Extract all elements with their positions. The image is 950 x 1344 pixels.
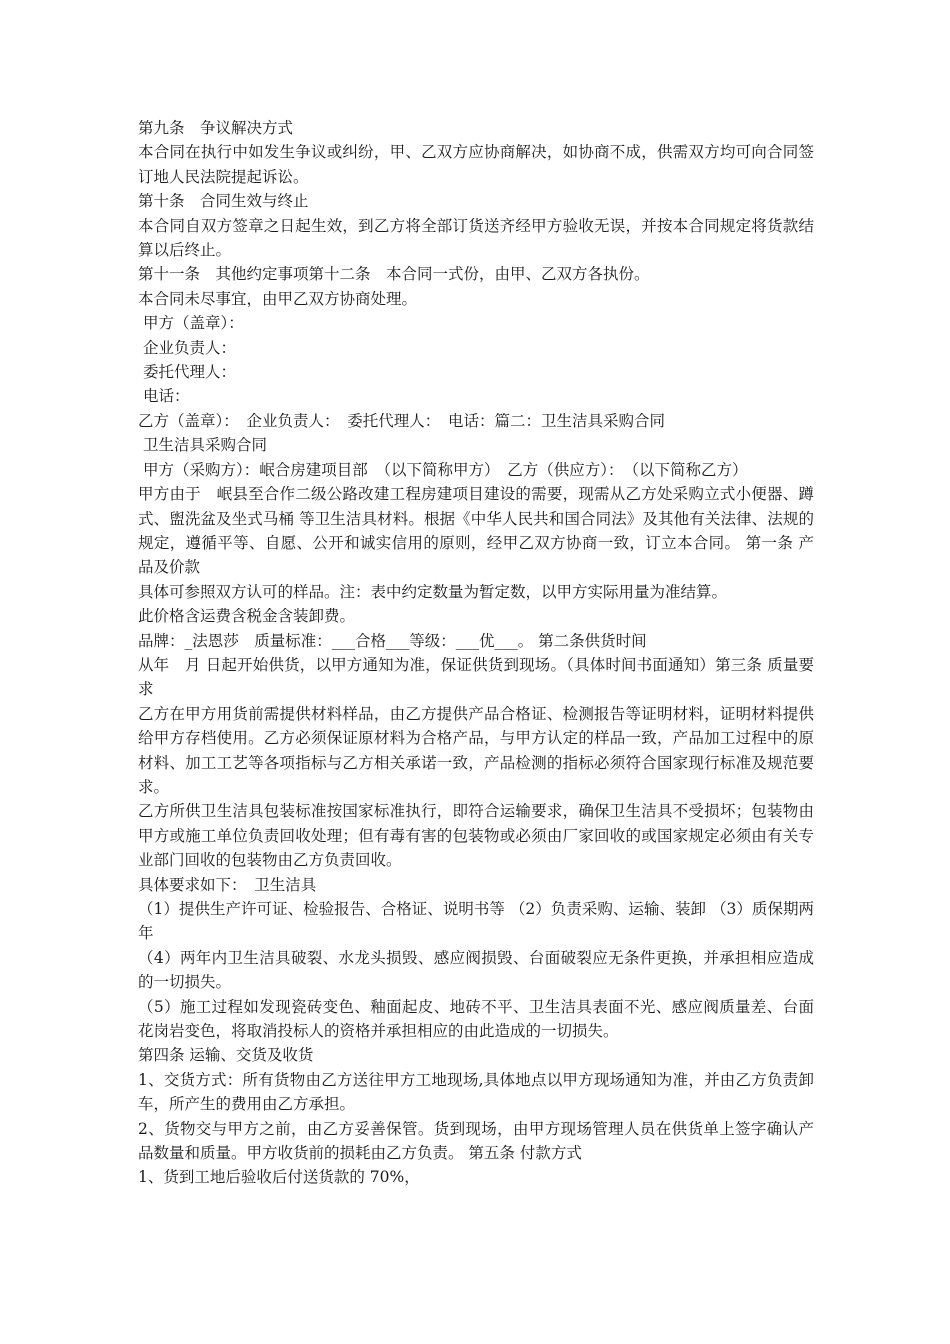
party-b-signature-line: 乙方（盖章）： 企业负责人： 委托代理人： 电话：篇二：卫生洁具采购合同 [138, 411, 666, 430]
price-inclusion-text: 此价格含运费含税金含装卸费。 [138, 607, 356, 626]
parties-line: 甲方（采购方）：岷合房建项目部 （以下简称甲方） 乙方（供应方）： （以下简称乙方） [138, 460, 748, 479]
article-9-text: 本合同在执行中如发生争议或纠纷，甲、乙双方应协商解决，如协商不成，供需双方均可向合同签订地人民法院提起诉讼。 [138, 143, 814, 186]
specific-requirements-heading: 具体要求如下： 卫生洁具 [138, 875, 317, 894]
article-9-heading: 第九条 争议解决方式 [138, 119, 294, 137]
brand-quality-line: 品牌：_法恩莎 质量标准：___合格___等级：___优___。 第二条供货时间 [138, 631, 647, 650]
article-10-heading: 第十条 合同生效与终止 [138, 192, 309, 211]
contract-2-title: 卫生洁具采购合同 [138, 436, 267, 455]
article-10-text: 本合同自双方签章之日起生效，到乙方将全部订货送齐经甲方验收无误，并按本合同规定将货款结算以后终止。 [138, 216, 814, 260]
requirement-4: （4）两年内卫生洁具破裂、水龙头损毁、感应阀损毁、台面破裂应无条件更换，并承担相应造成的一切损失。 [138, 948, 814, 992]
custody-text: 2、货物交与甲方之前，由乙方妥善保管。货到现场，由甲方现场管理人员在供货单上签字确认产品数量和质量。甲方收货前的损耗由乙方负责。 第五条 付款方式 [138, 1119, 814, 1163]
payment-text: 1、货到工地后验收后付送货款的 70%， [138, 1168, 420, 1187]
requirement-1-3: （1）提供生产许可证、检验报告、合格证、说明书等 （2）负责采购、运输、装卸 （3）质保期两年 [138, 900, 814, 943]
requirement-5: （5）施工过程如发现瓷砖变色、釉面起皮、地砖不平、卫生洁具表面不光、感应阀质量差、台面花岗岩变色，将取消投标人的资格并承担相应的由此造成的一切损失。 [138, 997, 814, 1041]
quality-requirements-text: 乙方在甲方用货前需提供材料样品，由乙方提供产品合格证、检测报告等证明材料，证明材料提供给甲方存档使用。乙方必须保证原材料为合格产品，与甲方认定的样品一致，产品加工过程中的原材料、加工工艺等各项指标与乙方相关承诺一致，产品检测的指标必须符合国家现行标准及规范要求。 [138, 704, 814, 796]
article-11-12-text: 第十一条 其他约定事项第十二条 本合同一式份，由甲、乙双方各执份。 [138, 265, 650, 284]
party-a-agent-label: 委托代理人： [138, 363, 236, 382]
party-a-phone-label: 电话： [138, 387, 190, 406]
party-a-seal-label: 甲方（盖章）： [138, 314, 244, 333]
sample-reference-text: 具体可参照双方认可的样品。注：表中约定数量为暂定数，以甲方实际用量为准结算。 [138, 582, 728, 601]
preamble-text: 甲方由于 岷县至合作二级公路改建工程房建项目建设的需要，现需从乙方处采购立式小便器、蹲式、盥洗盆及坐式马桶 等卫生洁具材料。根据《中华人民共和国合同法》及其他有关法律、法规的规定，遵循平等、自愿、公开和诚实信用的原则，经甲乙双方协商一致，订立本合同。 第一条 产品及价款 [138, 485, 814, 577]
contract-document [138, 116, 814, 1190]
party-a-manager-label: 企业负责人： [138, 338, 236, 357]
packaging-text: 乙方所供卫生洁具包装标准按国家标准执行，即符合运输要求，确保卫生洁具不受损坏；包装物由甲方或施工单位负责回收处理；但有毒有害的包装物或必须由厂家回收的或国家规定必须由有关专业部门回收的包装物由乙方负责回收。 [138, 802, 814, 870]
delivery-method-text: 1、交货方式：所有货物由乙方送往甲方工地现场,具体地点以甲方现场通知为准，并由乙方负责卸车，所产生的费用由乙方承担。 [138, 1070, 814, 1114]
supply-time-text: 从年 月 日起开始供货，以甲方通知为准，保证供货到现场。（具体时间书面通知）第三条 质量要求 [138, 655, 814, 699]
article-4-heading: 第四条 运输、交货及收货 [138, 1046, 314, 1065]
unresolved-matters-text: 本合同未尽事宜，由甲乙双方协商处理。 [138, 289, 418, 308]
